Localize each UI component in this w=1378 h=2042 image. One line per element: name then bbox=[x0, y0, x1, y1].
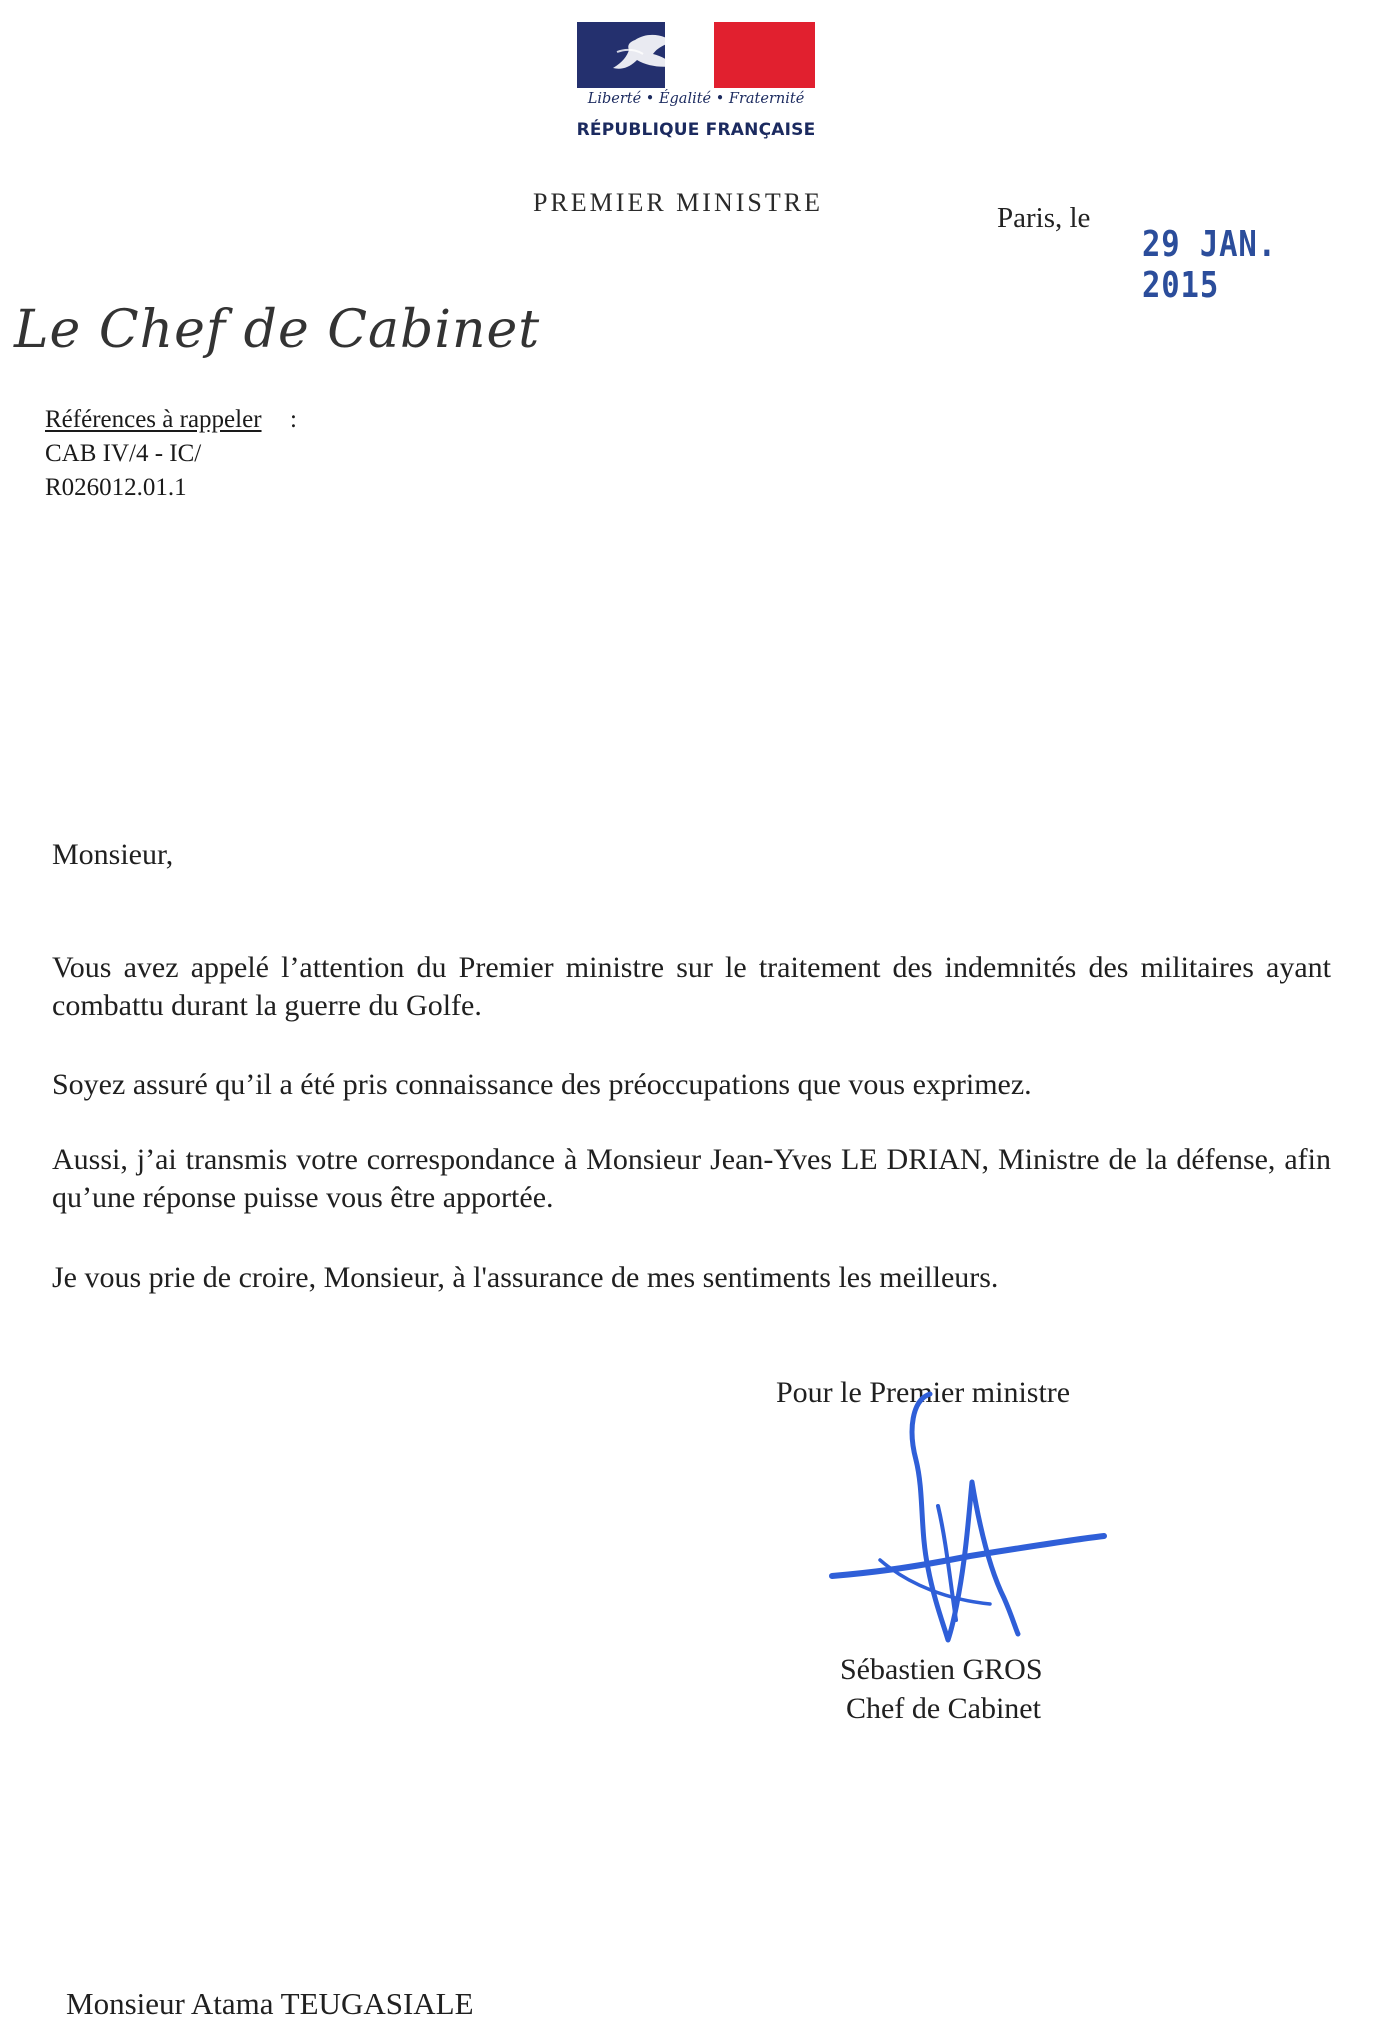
recipient-name: Monsieur Atama TEUGASIALE bbox=[66, 1986, 474, 2021]
marianne-profile-icon bbox=[577, 22, 665, 88]
signatory-name: Sébastien GROS bbox=[840, 1653, 1043, 1686]
flag-red-band bbox=[714, 22, 815, 88]
reference-line: CAB IV/4 - IC/ bbox=[45, 440, 202, 467]
marianne-logo bbox=[577, 22, 815, 88]
flag-white-band bbox=[665, 22, 713, 88]
references-label: Références à rappeler bbox=[45, 406, 262, 433]
salutation: Monsieur, bbox=[52, 838, 174, 871]
handwritten-signature bbox=[820, 1390, 1110, 1680]
references-colon: : bbox=[290, 406, 297, 433]
date-stamp: 29 JAN. 2015 bbox=[1142, 224, 1277, 306]
republic-motto: Liberté • Égalité • Fraternité bbox=[587, 91, 805, 107]
body-paragraph: Je vous prie de croire, Monsieur, à l'assurance de mes sentiments les meilleurs. bbox=[52, 1261, 999, 1294]
reference-line: R026012.01.1 bbox=[45, 474, 187, 501]
on-behalf-line: Pour le Premier ministre bbox=[776, 1376, 1071, 1409]
body-paragraph: Vous avez appelé l’attention du Premier ministre sur le traitement des indemnités des militaires ayant combattu durant la guerre du Golfe. bbox=[52, 951, 1331, 1022]
ministry-title: PREMIER MINISTRE bbox=[533, 188, 823, 217]
republic-name: RÉPUBLIQUE FRANÇAISE bbox=[576, 120, 816, 140]
signatory-title: Chef de Cabinet bbox=[846, 1692, 1041, 1725]
sender-office: Le Chef de Cabinet bbox=[14, 300, 541, 360]
body-paragraph: Aussi, j’ai transmis votre correspondance à Monsieur Jean-Yves LE DRIAN, Ministre de la défense, afin qu’une réponse puisse vous être apportée. bbox=[52, 1143, 1331, 1214]
flag-blue-band bbox=[577, 22, 665, 88]
body-paragraph: Soyez assuré qu’il a été pris connaissance des préoccupations que vous exprimez. bbox=[52, 1068, 1032, 1101]
place-label: Paris, le bbox=[997, 202, 1091, 234]
